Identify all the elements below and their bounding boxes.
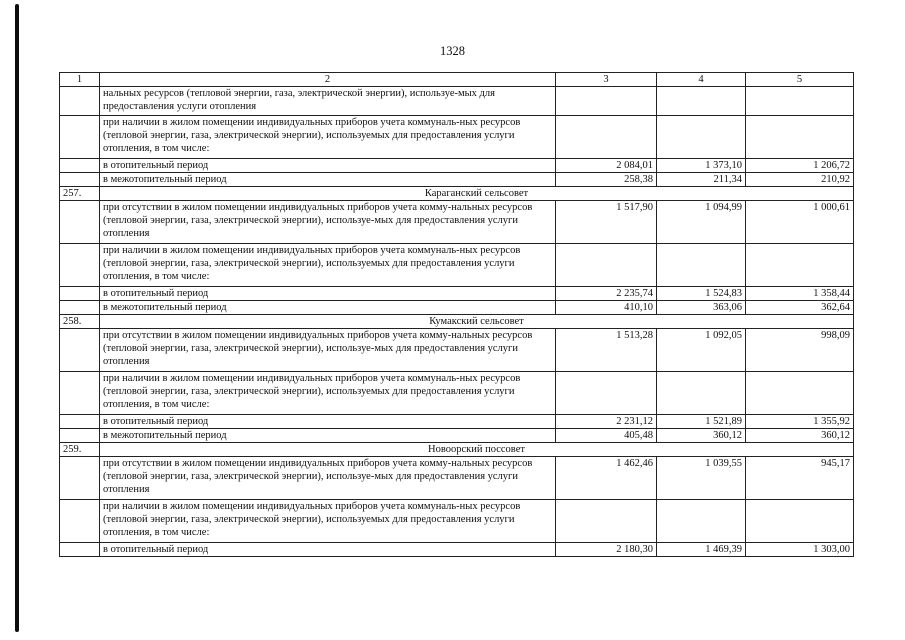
value-col-4: [657, 116, 746, 159]
row-number-cell: [60, 159, 100, 173]
value-col-5: 360,12: [746, 429, 854, 443]
value-col-4: 1 373,10: [657, 159, 746, 173]
row-description: при отсутствии в жилом помещении индивидуальных приборов учета комму-нальных ресурсов (тепловой энергии, газа, электрической энергии), используе-мых для предоставления услуги отопления: [100, 201, 556, 244]
value-col-5: 998,09: [746, 329, 854, 372]
section-title: Караганский сельсовет: [100, 187, 854, 201]
value-col-3: 1 513,28: [556, 329, 657, 372]
description-row: [60, 500, 854, 543]
row-number-cell: [60, 301, 100, 315]
description-row: [60, 201, 854, 244]
row-description: при наличии в жилом помещении индивидуальных приборов учета коммуналь-ных ресурсов (тепловой энергии, газа, электрической энергии), используемых для предоставления услуги отопления, в том числе:: [100, 500, 556, 543]
binding-edge: [15, 4, 19, 632]
value-col-4: [657, 87, 746, 116]
row-number-cell: [60, 500, 100, 543]
section-title: Новоорский поссовет: [100, 443, 854, 457]
row-number-cell: [60, 116, 100, 159]
value-col-3: 405,48: [556, 429, 657, 443]
description-row: [60, 329, 854, 372]
row-description: в отопительный период: [100, 415, 556, 429]
header-cell-2: 2: [100, 73, 556, 87]
value-col-4: 360,12: [657, 429, 746, 443]
value-col-3: 2 180,30: [556, 543, 657, 557]
value-col-5: 210,92: [746, 173, 854, 187]
row-description: при отсутствии в жилом помещении индивидуальных приборов учета комму-нальных ресурсов (тепловой энергии, газа, электрической энергии), используе-мых для предоставления услуги отопления: [100, 457, 556, 500]
section-number: 258.: [60, 315, 100, 329]
value-col-5: [746, 116, 854, 159]
row-description: при наличии в жилом помещении индивидуальных приборов учета коммуналь-ных ресурсов (тепловой энергии, газа, электрической энергии), используемых для предоставления услуги отопления, в том числе:: [100, 116, 556, 159]
value-col-3: 258,38: [556, 173, 657, 187]
header-cell-1: 1: [60, 73, 100, 87]
value-col-3: [556, 116, 657, 159]
value-col-3: [556, 372, 657, 415]
row-number-cell: [60, 457, 100, 500]
value-col-3: 1 462,46: [556, 457, 657, 500]
header-cell-5: 5: [746, 73, 854, 87]
value-col-3: 2 235,74: [556, 287, 657, 301]
period-row: [60, 543, 854, 557]
value-col-3: [556, 244, 657, 287]
row-description: в отопительный период: [100, 543, 556, 557]
value-col-4: 1 092,05: [657, 329, 746, 372]
period-row: [60, 173, 854, 187]
row-number-cell: [60, 415, 100, 429]
value-col-5: 945,17: [746, 457, 854, 500]
value-col-3: 410,10: [556, 301, 657, 315]
value-col-4: 1 521,89: [657, 415, 746, 429]
value-col-5: [746, 87, 854, 116]
row-number-cell: [60, 244, 100, 287]
value-col-3: [556, 87, 657, 116]
header-cell-4: 4: [657, 73, 746, 87]
row-description: при наличии в жилом помещении индивидуальных приборов учета коммуналь-ных ресурсов (тепловой энергии, газа, электрической энергии), используемых для предоставления услуги отопления, в том числе:: [100, 372, 556, 415]
value-col-3: 2 084,01: [556, 159, 657, 173]
period-row: [60, 415, 854, 429]
value-col-4: [657, 244, 746, 287]
row-number-cell: [60, 329, 100, 372]
row-number-cell: [60, 543, 100, 557]
description-row: [60, 87, 854, 116]
page-number: 1328: [440, 44, 465, 58]
row-description: нальных ресурсов (тепловой энергии, газа, электрической энергии), используе-мых для предоставления услуги отопления: [100, 87, 556, 116]
value-col-3: 1 517,90: [556, 201, 657, 244]
value-col-4: 1 469,39: [657, 543, 746, 557]
row-description: в отопительный период: [100, 287, 556, 301]
row-number-cell: [60, 173, 100, 187]
value-col-4: 1 039,55: [657, 457, 746, 500]
row-description: при наличии в жилом помещении индивидуальных приборов учета коммуналь-ных ресурсов (тепловой энергии, газа, электрической энергии), используемых для предоставления услуги отопления, в том числе:: [100, 244, 556, 287]
row-number-cell: [60, 201, 100, 244]
value-col-4: [657, 500, 746, 543]
value-col-3: 2 231,12: [556, 415, 657, 429]
period-row: [60, 159, 854, 173]
value-col-4: [657, 372, 746, 415]
value-col-5: [746, 244, 854, 287]
value-col-4: 363,06: [657, 301, 746, 315]
header-row: [60, 73, 854, 87]
description-row: [60, 116, 854, 159]
row-description: в межотопительный период: [100, 301, 556, 315]
row-number-cell: [60, 287, 100, 301]
value-col-4: 1 094,99: [657, 201, 746, 244]
tariff-table: [59, 72, 854, 557]
value-col-5: 1 303,00: [746, 543, 854, 557]
description-row: [60, 244, 854, 287]
section-row: [60, 315, 854, 329]
section-number: 259.: [60, 443, 100, 457]
period-row: [60, 429, 854, 443]
row-number-cell: [60, 372, 100, 415]
description-row: [60, 372, 854, 415]
row-description: в отопительный период: [100, 159, 556, 173]
value-col-5: [746, 500, 854, 543]
period-row: [60, 301, 854, 315]
section-row: [60, 443, 854, 457]
row-description: в межотопительный период: [100, 429, 556, 443]
value-col-4: 1 524,83: [657, 287, 746, 301]
section-row: [60, 187, 854, 201]
header-cell-3: 3: [556, 73, 657, 87]
value-col-4: 211,34: [657, 173, 746, 187]
value-col-5: 1 355,92: [746, 415, 854, 429]
row-number-cell: [60, 87, 100, 116]
period-row: [60, 287, 854, 301]
description-row: [60, 457, 854, 500]
value-col-5: 1 358,44: [746, 287, 854, 301]
row-number-cell: [60, 429, 100, 443]
value-col-5: 362,64: [746, 301, 854, 315]
row-description: в межотопительный период: [100, 173, 556, 187]
section-number: 257.: [60, 187, 100, 201]
value-col-3: [556, 500, 657, 543]
section-title: Кумакский сельсовет: [100, 315, 854, 329]
row-description: при отсутствии в жилом помещении индивидуальных приборов учета комму-нальных ресурсов (тепловой энергии, газа, электрической энергии), используе-мых для предоставления услуги отопления: [100, 329, 556, 372]
value-col-5: 1 000,61: [746, 201, 854, 244]
table-body: [60, 73, 854, 557]
value-col-5: 1 206,72: [746, 159, 854, 173]
value-col-5: [746, 372, 854, 415]
